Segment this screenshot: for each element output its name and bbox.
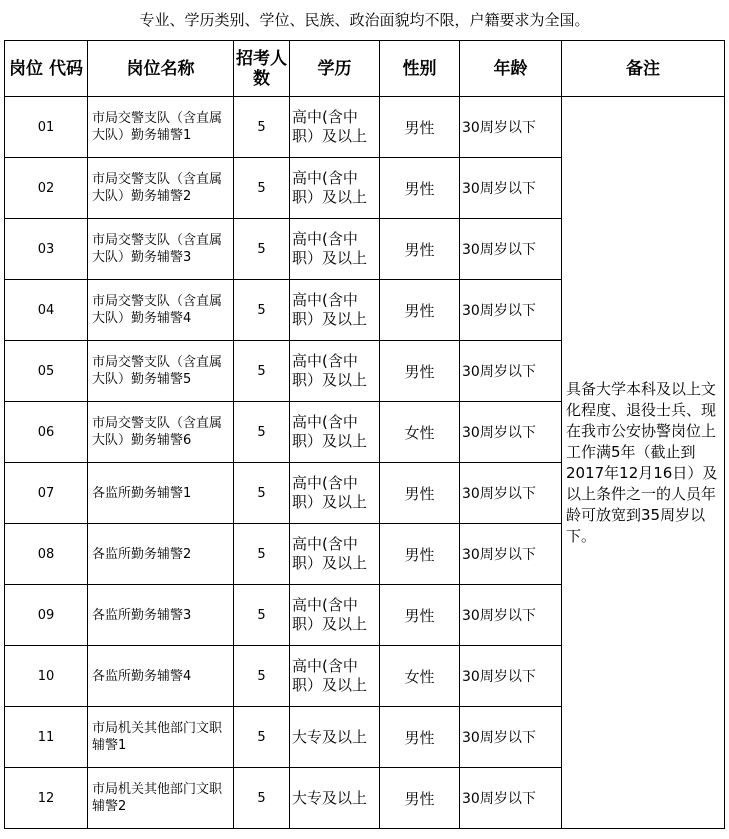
header-row bbox=[5, 41, 725, 97]
cell-age: 30周岁以下 bbox=[460, 158, 562, 219]
cell-gender: 女性 bbox=[380, 402, 460, 463]
cell-code: 11 bbox=[5, 707, 88, 768]
table-body bbox=[5, 41, 725, 829]
cell-age: 30周岁以下 bbox=[460, 97, 562, 158]
cell-education: 高中(含中职）及以上 bbox=[290, 463, 380, 524]
cell-name: 各监所勤务辅警4 bbox=[88, 646, 234, 707]
cell-name: 市局机关其他部门文职辅警2 bbox=[88, 768, 234, 829]
cell-gender: 男性 bbox=[380, 463, 460, 524]
header-name: 岗位名称 bbox=[88, 41, 234, 97]
cell-age: 30周岁以下 bbox=[460, 463, 562, 524]
header-code: 岗位 代码 bbox=[5, 41, 88, 97]
cell-count: 5 bbox=[234, 585, 290, 646]
cell-code: 12 bbox=[5, 768, 88, 829]
cell-age: 30周岁以下 bbox=[460, 646, 562, 707]
header-education: 学历 bbox=[290, 41, 380, 97]
cell-code: 08 bbox=[5, 524, 88, 585]
cell-gender: 男性 bbox=[380, 524, 460, 585]
cell-education: 高中(含中职）及以上 bbox=[290, 402, 380, 463]
cell-age: 30周岁以下 bbox=[460, 768, 562, 829]
cell-count: 5 bbox=[234, 402, 290, 463]
cell-education: 高中(含中职）及以上 bbox=[290, 158, 380, 219]
cell-code: 09 bbox=[5, 585, 88, 646]
cell-education: 大专及以上 bbox=[290, 707, 380, 768]
cell-code: 01 bbox=[5, 97, 88, 158]
cell-education: 高中(含中职）及以上 bbox=[290, 280, 380, 341]
cell-gender: 男性 bbox=[380, 97, 460, 158]
header-remark: 备注 bbox=[562, 41, 725, 97]
cell-education: 高中(含中职）及以上 bbox=[290, 646, 380, 707]
cell-code: 10 bbox=[5, 646, 88, 707]
cell-age: 30周岁以下 bbox=[460, 707, 562, 768]
cell-code: 05 bbox=[5, 341, 88, 402]
cell-age: 30周岁以下 bbox=[460, 280, 562, 341]
cell-education: 高中(含中职）及以上 bbox=[290, 585, 380, 646]
cell-count: 5 bbox=[234, 646, 290, 707]
cell-count: 5 bbox=[234, 341, 290, 402]
cell-name: 市局交警支队（含直属大队）勤务辅警5 bbox=[88, 341, 234, 402]
cell-code: 02 bbox=[5, 158, 88, 219]
header-count: 招考人数 bbox=[234, 41, 290, 97]
cell-gender: 男性 bbox=[380, 768, 460, 829]
cell-count: 5 bbox=[234, 280, 290, 341]
cell-education: 高中(含中职）及以上 bbox=[290, 97, 380, 158]
cell-count: 5 bbox=[234, 97, 290, 158]
positions-table bbox=[4, 40, 725, 829]
cell-name: 市局交警支队（含直属大队）勤务辅警6 bbox=[88, 402, 234, 463]
cell-name: 各监所勤务辅警3 bbox=[88, 585, 234, 646]
cell-name: 市局交警支队（含直属大队）勤务辅警1 bbox=[88, 97, 234, 158]
cell-remark: 具备大学本科及以上文化程度、退役士兵、现在我市公安协警岗位上工作满5年（截止到2017年12月16日）及以上条件之一的人员年龄可放宽到35周岁以下。 bbox=[562, 97, 725, 829]
cell-age: 30周岁以下 bbox=[460, 402, 562, 463]
cell-count: 5 bbox=[234, 219, 290, 280]
cell-gender: 男性 bbox=[380, 341, 460, 402]
cell-name: 各监所勤务辅警2 bbox=[88, 524, 234, 585]
cell-education: 大专及以上 bbox=[290, 768, 380, 829]
cell-education: 高中(含中职）及以上 bbox=[290, 524, 380, 585]
cell-name: 各监所勤务辅警1 bbox=[88, 463, 234, 524]
cell-name: 市局交警支队（含直属大队）勤务辅警2 bbox=[88, 158, 234, 219]
cell-name: 市局机关其他部门文职辅警1 bbox=[88, 707, 234, 768]
cell-gender: 男性 bbox=[380, 219, 460, 280]
intro-note: 专业、学历类别、学位、民族、政治面貌均不限，户籍要求为全国。 bbox=[139, 11, 590, 29]
cell-gender: 男性 bbox=[380, 707, 460, 768]
cell-age: 30周岁以下 bbox=[460, 219, 562, 280]
cell-count: 5 bbox=[234, 158, 290, 219]
cell-age: 30周岁以下 bbox=[460, 341, 562, 402]
cell-gender: 男性 bbox=[380, 280, 460, 341]
cell-gender: 女性 bbox=[380, 646, 460, 707]
cell-count: 5 bbox=[234, 463, 290, 524]
cell-name: 市局交警支队（含直属大队）勤务辅警3 bbox=[88, 219, 234, 280]
header-age: 年龄 bbox=[460, 41, 562, 97]
header-gender: 性别 bbox=[380, 41, 460, 97]
cell-name: 市局交警支队（含直属大队）勤务辅警4 bbox=[88, 280, 234, 341]
cell-count: 5 bbox=[234, 524, 290, 585]
cell-age: 30周岁以下 bbox=[460, 524, 562, 585]
cell-code: 06 bbox=[5, 402, 88, 463]
cell-education: 高中(含中职）及以上 bbox=[290, 219, 380, 280]
cell-code: 07 bbox=[5, 463, 88, 524]
cell-code: 03 bbox=[5, 219, 88, 280]
cell-code: 04 bbox=[5, 280, 88, 341]
cell-count: 5 bbox=[234, 768, 290, 829]
cell-count: 5 bbox=[234, 707, 290, 768]
cell-gender: 男性 bbox=[380, 585, 460, 646]
table-row bbox=[5, 97, 725, 158]
cell-age: 30周岁以下 bbox=[460, 585, 562, 646]
cell-education: 高中(含中职）及以上 bbox=[290, 341, 380, 402]
cell-gender: 男性 bbox=[380, 158, 460, 219]
